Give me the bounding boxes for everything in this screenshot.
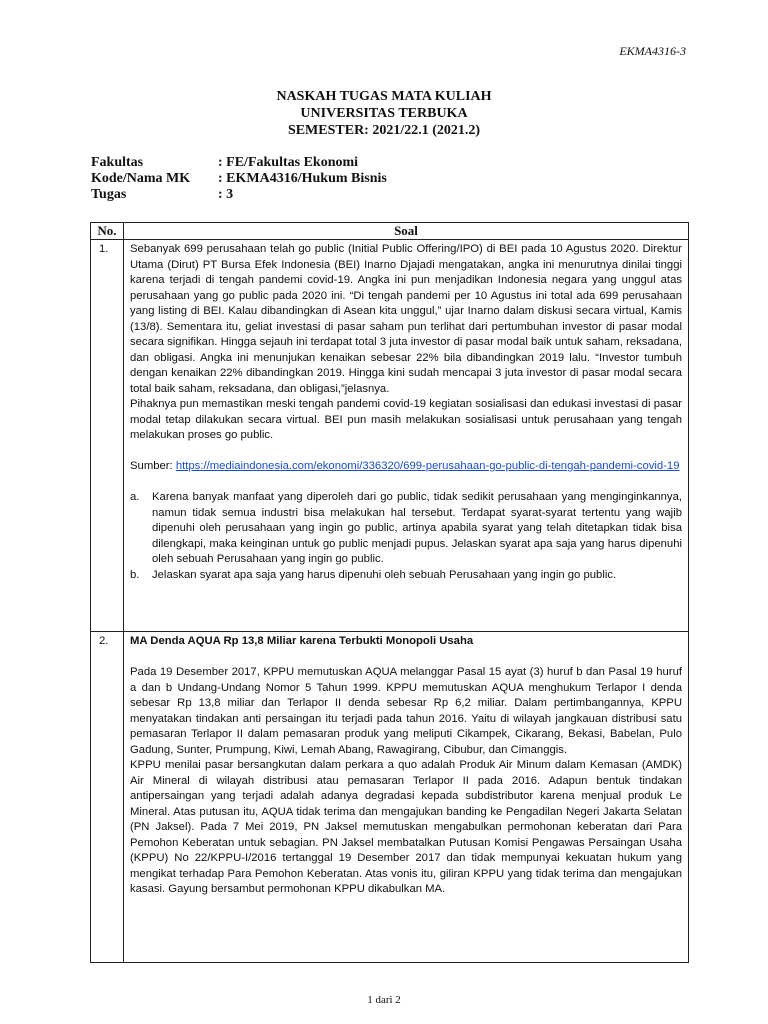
fakultas-row <box>91 155 387 171</box>
task-table <box>90 222 689 963</box>
question-number: 1. <box>91 240 124 632</box>
question-content <box>124 632 689 963</box>
title-line-2: UNIVERSITAS TERBUKA <box>300 106 468 121</box>
document-title <box>0 88 768 139</box>
table-row <box>91 240 689 632</box>
sub-question-letter: b. <box>130 568 140 581</box>
page-number: 1 dari 2 <box>367 994 401 1006</box>
kode-row <box>91 171 387 187</box>
question-paragraph: Sebanyak 699 perusahaan telah go public (Initial Public Offering/IPO) di BEI pada 10 Agustus 2020. Direktur Utama (Dirut) PT Bursa Efek Indonesia (BEI) Inarno Djajadi mengatakan, angka ini menurutnya dinilai tinggi karena terjadi di tengah pandemi covid-19. Angka ini pun menjadikan Indonesia negara yang unggul atas perusahaan yang go public pada 2020 ini. “Di tengah pandemi per 10 Agustus ini total ada 699 perusahaan yang listing di BEI. Kalau dibandingkan di Asean kita unggul,” ujar Inarno dalam diskusi secara virtual, Kamis (13/8). Sementara itu, geliat investasi di pasar saham pun terlihat dari pertumbuhan investor di pasar modal secara signifikan. Hingga sejauh ini terdapat total 3 juta investor di pasar modal baik untuk saham, reksadana, dan obligasi. Angka ini menunjukan kenaikan sebesar 22% bila dibandingkan 2019 lalu. “Investor tumbuh dengan kenaikan 22% dibandingkan 2019. Hingga kini sudah mencapai 3 juta investor di pasar modal secara total baik saham, reksadana, dan obligasi,”jelasnya. <box>130 243 682 395</box>
question-number: 2. <box>91 632 124 963</box>
question-paragraph: Pihaknya pun memastikan meski tengah pandemi covid-19 kegiatan sosialisasi dan edukasi investasi di pasar modal tetap dilakukan secara virtual. BEI pun masih melakukan sosialisasi untuk perusahaan yang tengah melakukan proses go public. <box>130 398 682 441</box>
case-title: MA Denda AQUA Rp 13,8 Miliar karena Terbukti Monopoli Usaha <box>130 635 474 647</box>
sub-question-text: Jelaskan syarat apa saja yang harus dipenuhi oleh sebuah Perusahaan yang ingin go public. <box>152 568 617 581</box>
question-paragraph: KPPU menilai pasar bersangkutan dalam perkara a quo adalah Produk Air Minum dalam Kemasan (AMDK) Air Mineral di wilayah distribusi atau pemasaran Terlapor II pada 2016. Adapun bentuk tindakan antipersaingan yang terjadi adalah adanya degradasi kepada subdistributor karena menjual produk Le Mineral. Atas putusan itu, AQUA tidak terima dan mengajukan banding ke Pengadilan Negeri Jakarta Selatan (PN Jaksel). Pada 7 Mei 2019, PN Jaksel memutuskan mengabulkan permohonan keberatan dari Para Pemohon Keberatan untuk sebagian. PN Jaksel membatalkan Putusan Komisi Pengawas Persaingan Usaha (KPPU) No 22/KPPU-I/2016 tertanggal 19 Desember 2017 dan tidak mempunyai kekuatan hukum yang mengikat terhadap Para Pemohon Keberatan. Atas vonis itu, giliran KPPU yang tidak terima dan mengajukan kasasi. Gayung bersambut permohonan KPPU dikabulkan MA. <box>130 759 682 895</box>
source-line <box>130 459 682 475</box>
kode-value: : EKMA4316/Hukum Bisnis <box>218 171 387 186</box>
source-link[interactable]: https://mediaindonesia.com/ekonomi/336320/699-perusahaan-go-public-di-tengah-pandemi-covid-19 <box>175 460 680 472</box>
sub-question <box>130 568 682 584</box>
tugas-value: : 3 <box>218 187 234 202</box>
column-header-no: No. <box>91 223 124 240</box>
tugas-label: Tugas <box>91 187 127 202</box>
column-header-soal: Soal <box>124 223 689 240</box>
tugas-row <box>91 187 387 203</box>
sub-question-letter: a. <box>130 491 140 503</box>
sub-question-text: Karena banyak manfaat yang diperoleh dari go public, tidak sedikit perusahaan yang menginginkannya, namun tidak semua industri bisa melakukan hal tersebut. Terdapat syarat-syarat tertentu yang wajib dipenuhi oleh perusahaan yang ingin go public, artinya apabila syarat yang telah ditetapkan tidak bisa dilengkapi, maka keinginan untuk go public menjadi pupus. Jelaskan syarat apa saja yang harus dipenuhi oleh sebuah Perusahaan yang ingin go public. <box>152 491 682 565</box>
source-label: Sumber: <box>130 460 176 472</box>
kode-label: Kode/Nama MK <box>91 171 191 186</box>
question-content <box>124 240 689 632</box>
course-info <box>91 155 387 203</box>
document-code: EKMA4316-3 <box>619 44 686 58</box>
fakultas-label: Fakultas <box>91 155 144 170</box>
title-line-3: SEMESTER: 2021/22.1 (2021.2) <box>287 123 481 138</box>
sub-question <box>130 490 682 568</box>
table-row <box>91 632 689 963</box>
fakultas-value: : FE/Fakultas Ekonomi <box>218 155 359 170</box>
question-paragraph: Pada 19 Desember 2017, KPPU memutuskan AQUA melanggar Pasal 15 ayat (3) huruf b dan Pasal 19 huruf a dan b Undang-Undang Nomor 5 Tahun 1999. KPPU memutuskan AQUA menghukum Terlapor I denda sebesar Rp 13,8 miliar dan Terlapor II denda sebesar Rp 6,2 miliar. Dalam pertimbangannya, KPPU menyatakan tindakan anti persaingan itu terjadi pada tahun 2016. Yaitu di wilayah jangkauan distribusi satu pemasaran Terlapor II dalam pemasaran produk yang meliputi Cikampek, Cikarang, Bekasi, Babelan, Pulo Gadung, Sunter, Prumpung, Kiwi, Lemah Abang, Rawagirang, Cibubur, dan Cimanggis. <box>130 666 682 756</box>
table-header-row <box>91 223 689 240</box>
title-line-1: NASKAH TUGAS MATA KULIAH <box>276 89 492 104</box>
